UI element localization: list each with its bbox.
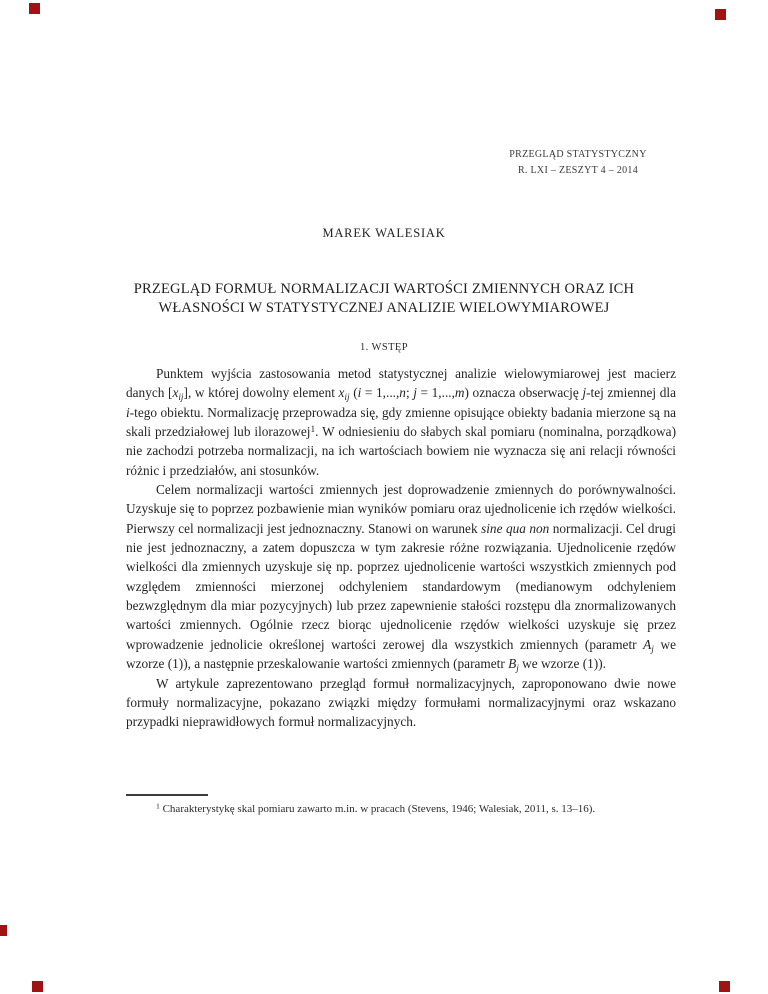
paragraph-2: Celem normalizacji wartości zmiennych jest doprowadzenie zmiennych do porównywalności. Uzyskuje się to poprzez pozbawienie mian wyników pomiaru oraz ujednolicenie ich rzędów wielkości. Pierwszy cel normalizacji jest jednoznaczny. Stanowi on warunek sine qua non normalizacji. Cel drugi nie jest jednoznaczny, a zatem dopuszcza w tym zakresie różne rozwiązania. Ujednolicenie rzędów wielkości dla zmiennych uzyskuje się np. poprzez ujednolicenie wartości wszystkich zmiennych pod względem zmienności mierzonej odchyleniem standardowym (medianowym odchyleniem bezwzględnym dla miar pozycyjnych) lub przez zapewnienie stałości rozstępu dla znormalizowanych wartości zmiennych. Ogólnie rzecz biorąc ujednolicenie rzędów wielkości uzyskuje się przez wprowadzenie jednolicie określonej wartości zerowej dla wszystkich zmiennych (parametr $A_j$ we wzorze (1)), a następnie przeskalowanie wartości zmiennych (parametr $B_j$ we wzorze (1)).	[126, 482, 676, 674]
journal-header	[450, 147, 706, 178]
footnote-text: $^1$ Charakterystykę skal pomiaru zawarto m.in. w pracach (Stevens, 1946; Walesiak, 2011, s. 13–16).	[156, 801, 596, 815]
article-title-line2: WŁASNOŚCI W STATYSTYCZNEJ ANALIZIE WIELOWYMIAROWEJ	[158, 299, 610, 316]
journal-name: PRZEGLĄD STATYSTYCZNY	[509, 149, 647, 160]
article-body	[126, 364, 676, 732]
paragraph-1: Punktem wyjścia zastosowania metod statystycznej analizie wielowymiarowej jest macierz danych $[x_{ij}]$, w której dowolny element $x_{ij}$ (i = 1,...,n; j = 1,...,m) oznacza obserwację j-tej zmiennej dla i-tego obiektu. Normalizację przeprowadza się, gdy zmienne opisujące obiekty badania mierzone są na skali przedziałowej lub ilorazowej$^1$. W odniesieniu do słabych skal pomiaru (nominalna, porządkowa) nie zachodzi potrzeba normalizacji, na ich wartościach bowiem nie wyznacza się ani relacji równości różnic i przedziałów, ani stosunków.	[126, 366, 676, 478]
red-marker	[29, 3, 40, 14]
article-title-line1: PRZEGLĄD FORMUŁ NORMALIZACJI WARTOŚCI ZMIENNYCH ORAZ ICH	[133, 281, 635, 297]
article-title	[64, 280, 704, 317]
red-marker	[715, 9, 726, 20]
red-marker	[0, 925, 7, 936]
footnote	[126, 802, 676, 818]
red-marker	[32, 981, 43, 992]
paragraph-3: W artykule zaprezentowano przegląd formuł normalizacyjnych, zaproponowano dwie nowe formuły normalizacyjne, pokazano związki między formułami normalizacyjnymi oraz wskazano przypadki nieprawidłowych formuł normalizacyjnych.	[126, 675, 676, 730]
author-name: MAREK WALESIAK	[322, 226, 446, 240]
journal-issue: R. LXI – ZESZYT 4 – 2014	[517, 164, 639, 176]
red-marker	[719, 981, 730, 992]
footnote-separator	[126, 794, 208, 796]
section-heading: 1. WSTĘP	[360, 342, 408, 353]
